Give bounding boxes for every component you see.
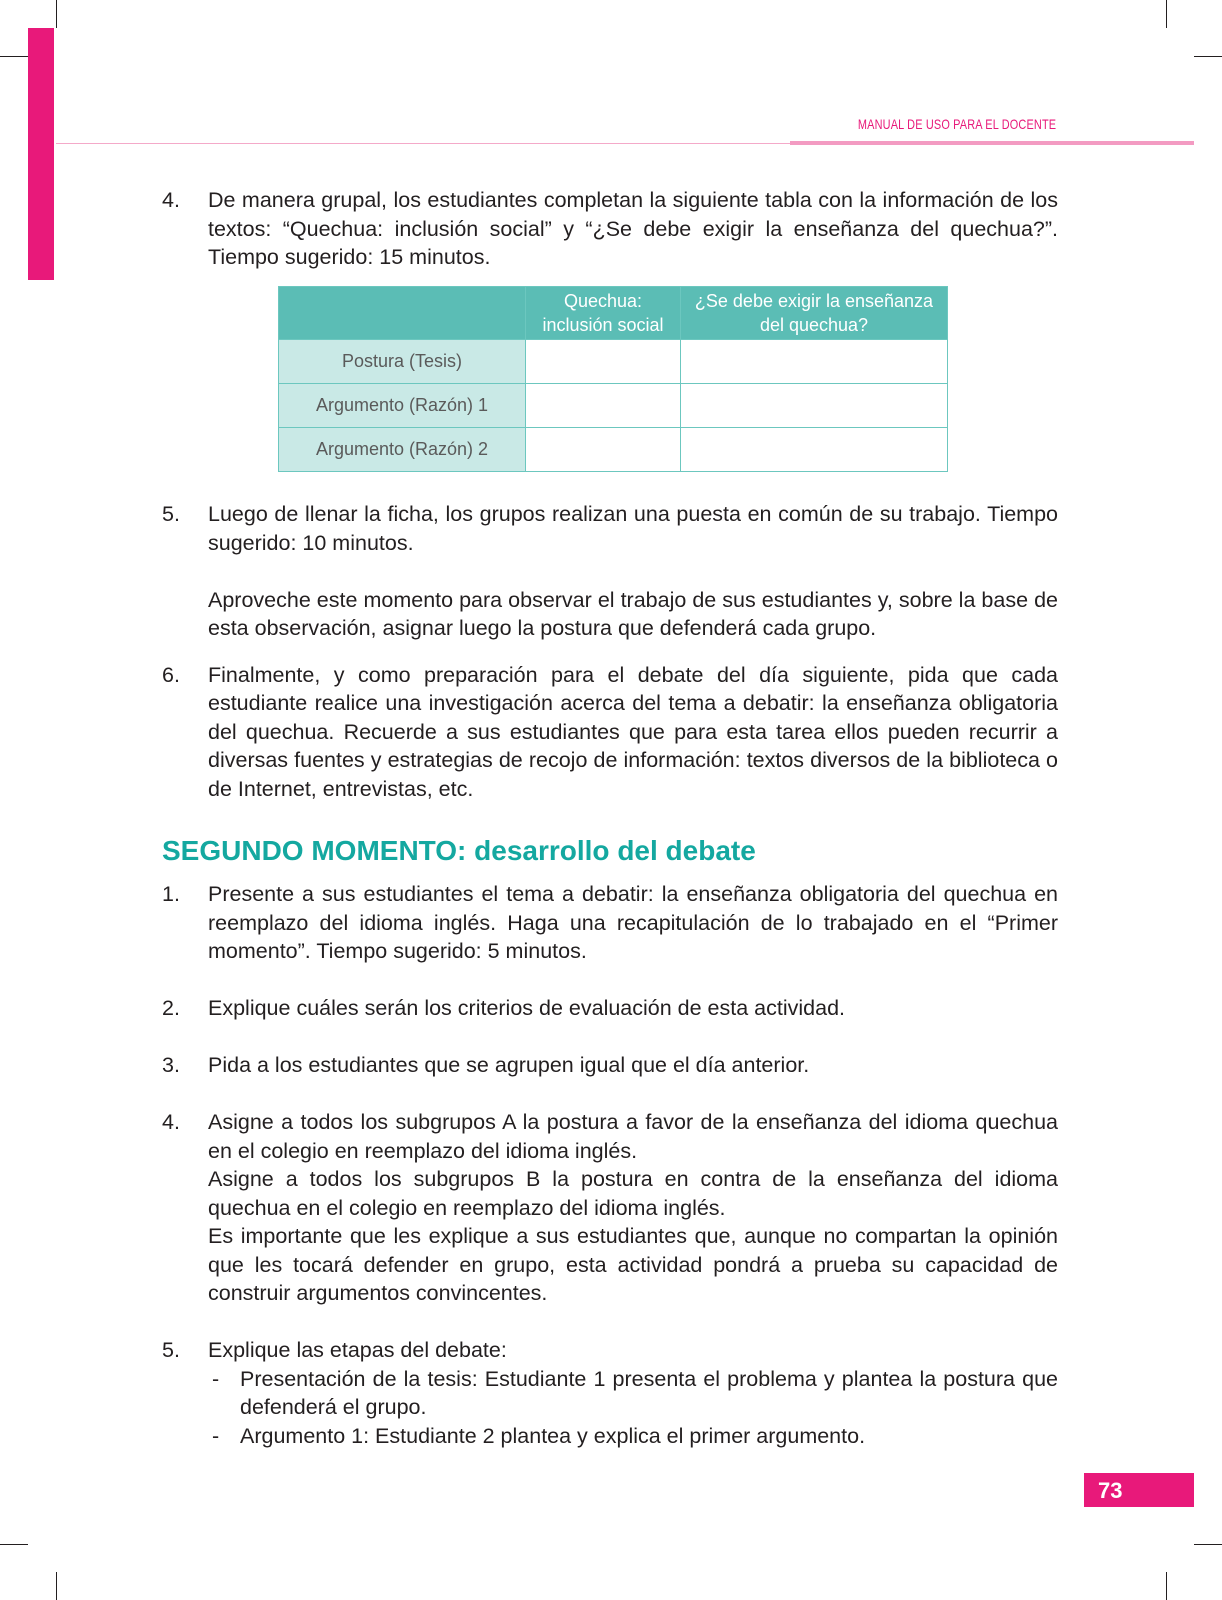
list-number: 6. <box>162 662 180 687</box>
table-cell <box>681 428 948 472</box>
first-list <box>162 186 1058 272</box>
list-paragraph: Es importante que les explique a sus estudiantes que, aunque no compartan la opinión que les tocará defender en grupo, esta actividad pondrá a prueba su capacidad de construir argumentos convincentes. <box>208 1224 1058 1305</box>
list-item <box>162 186 1058 272</box>
table-cell <box>526 428 681 472</box>
table-row <box>279 428 948 472</box>
list-number: 5. <box>162 502 180 526</box>
list-number: 4. <box>162 1110 180 1134</box>
bullet-dash: - <box>212 1423 220 1448</box>
table-header-col-2: ¿Se debe exigir la enseñanza del quechua? <box>681 287 948 340</box>
table-header-row <box>279 287 948 340</box>
list-note: Aproveche este momento para observar el trabajo de sus estudiantes y, sobre la base de esta observación, asignar luego la postura que defenderá cada grupo. <box>208 587 1058 640</box>
crop-mark <box>0 56 28 57</box>
list-text: Explique las etapas del debate: <box>208 1338 507 1362</box>
list-item <box>162 1108 1058 1308</box>
header-rule-accent <box>790 141 1194 145</box>
running-header: MANUAL DE USO PARA EL DOCENTE <box>857 116 1056 132</box>
list-text: Explique cuáles serán los criterios de evaluación de esta actividad. <box>208 996 846 1020</box>
crop-mark <box>1194 56 1222 57</box>
bullet-item <box>208 1365 1058 1422</box>
page-number: 73 <box>1098 1478 1123 1503</box>
list-text: De manera grupal, los estudiantes completan la siguiente tabla con la información de los textos: “Quechua: inclusión social” y “¿Se debe exigir la enseñanza del quechua?”. Tiempo sugerido: 15 minutos. <box>208 188 1058 269</box>
crop-mark <box>56 1572 57 1600</box>
comparison-table <box>278 286 948 472</box>
list-item <box>162 1051 1058 1080</box>
list-number: 1. <box>162 882 180 906</box>
section-title: SEGUNDO MOMENTO: desarrollo del debate <box>162 835 756 866</box>
list-text: Luego de llenar la ficha, los grupos realizan una puesta en común de su trabajo. Tiempo sugerido: 10 minutos. <box>208 502 1058 555</box>
bullet-text: Argumento 1: Estudiante 2 plantea y explica el primer argumento. <box>240 1423 866 1448</box>
side-accent-bar <box>28 28 54 280</box>
table-cell <box>681 340 948 384</box>
table-row-label: Argumento (Razón) 2 <box>279 428 526 472</box>
crop-mark <box>1166 0 1167 28</box>
table-cell <box>526 340 681 384</box>
list-item <box>162 880 1058 966</box>
crop-mark <box>0 1544 28 1545</box>
first-list-continued <box>162 500 1058 803</box>
table-cell <box>681 384 948 428</box>
crop-mark <box>1194 1544 1222 1545</box>
table-row-label: Argumento (Razón) 1 <box>279 384 526 428</box>
table-header-empty <box>279 287 526 340</box>
table-row-label: Postura (Tesis) <box>279 340 526 384</box>
table-row <box>279 340 948 384</box>
list-text: Finalmente, y como preparación para el debate del día siguiente, pida que cada estudiante realice una investigación acerca del tema a debatir: la enseñanza obligatoria del quechua. Recuerde a sus estudiantes que para esta tarea ellos pueden recurrir a diversas fuentes y estrategias de recojo de información: textos diversos de la biblioteca o de Internet, entrevistas, etc. <box>208 662 1058 801</box>
table-header-col-1: Quechua: inclusión social <box>526 287 681 340</box>
table-row <box>279 384 948 428</box>
bullet-text: Presentación de la tesis: Estudiante 1 presenta el problema y plantea la postura que defenderá el grupo. <box>240 1366 1058 1419</box>
list-paragraph: Asigne a todos los subgrupos B la postura en contra de la enseñanza del idioma quechua en el colegio en reemplazo del idioma inglés. <box>208 1167 1058 1220</box>
list-number: 3. <box>162 1053 180 1077</box>
list-number: 4. <box>162 188 180 212</box>
crop-mark <box>1166 1572 1167 1600</box>
list-text: Presente a sus estudiantes el tema a debatir: la enseñanza obligatoria del quechua en reemplazo del idioma inglés. Haga una recapitulación de lo trabajado en el “Primer momento”. Tiempo sugerido: 5 minutos. <box>208 882 1058 963</box>
bullet-dash: - <box>212 1366 220 1391</box>
table-cell <box>526 384 681 428</box>
list-item <box>162 1336 1058 1450</box>
list-paragraph: Asigne a todos los subgrupos A la postura a favor de la enseñanza del idioma quechua en el colegio en reemplazo del idioma inglés. <box>208 1110 1058 1163</box>
crop-mark <box>56 0 57 28</box>
list-item <box>162 500 1058 643</box>
list-number: 5. <box>162 1338 180 1362</box>
list-item <box>162 994 1058 1023</box>
second-list <box>162 880 1058 1450</box>
bullet-item <box>208 1422 1058 1451</box>
list-item <box>162 661 1058 804</box>
list-text: Pida a los estudiantes que se agrupen igual que el día anterior. <box>208 1053 810 1077</box>
list-number: 2. <box>162 996 180 1020</box>
